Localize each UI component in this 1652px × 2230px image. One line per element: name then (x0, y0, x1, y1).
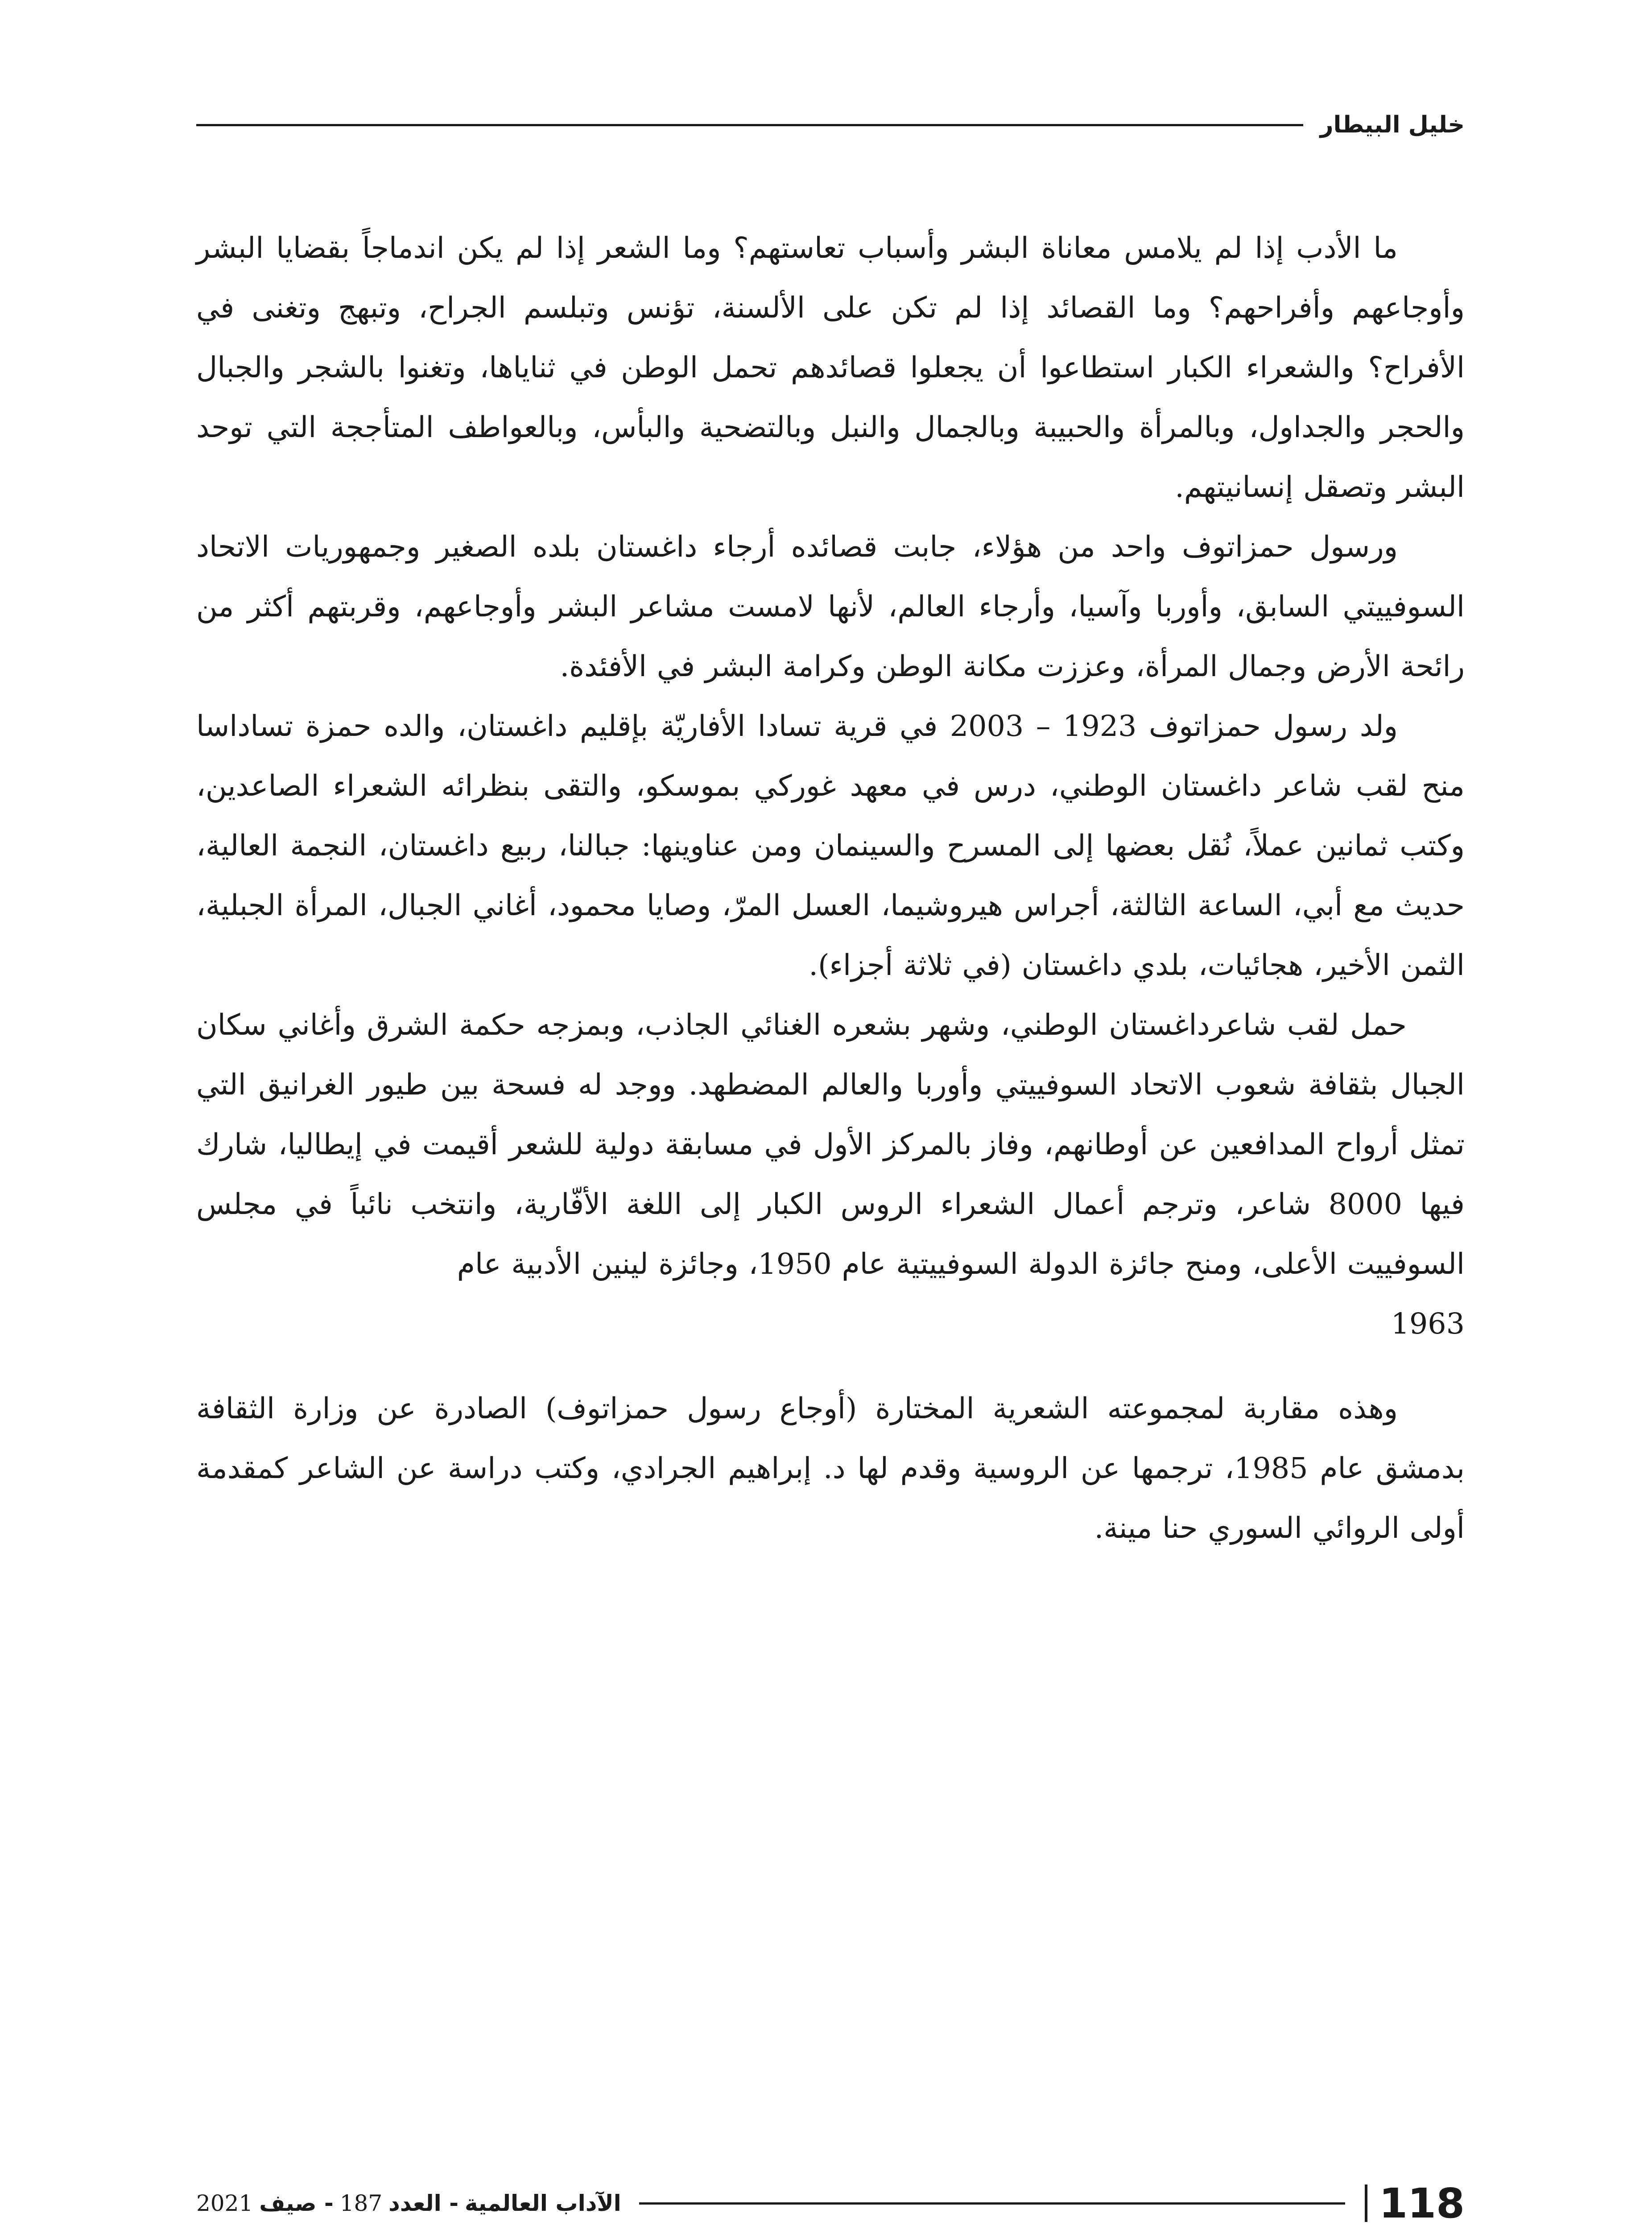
page-footer (196, 2176, 1465, 2230)
page-number: 118 (1379, 2179, 1465, 2227)
paragraph-1: ما الأدب إذا لم يلامس معاناة البشر وأسباب تعاستهم؟ وما الشعر إذا لم يكن اندماجاً بقضايا البشر وأوجاعهم وأفراحهم؟ وما القصائد إذا لم تكن على الألسنة، تؤنس وتبلسم الجراح، وتبهج وتغنى في الأفراح؟ والشعراء الكبار استطاعوا أن يجعلوا قصائدهم تحمل الوطن في ثناياها، وتغنوا بالشجر والجبال والحجر والجداول، وبالمرأة والحبيبة وبالجمال والنبل وبالتضحية والبأس، وبالعواطف المتأججة التي توحد البشر وتصقل إنسانيتهم. (196, 231, 1465, 504)
paragraph-5: وهذه مقاربة لمجموعته الشعرية المختارة (أوجاع رسول حمزاتوف) الصادرة عن وزارة الثقافة بدمشق عام 1985، ترجمها عن الروسية وقدم لها د. إبراهيم الجرادي، وكتب دراسة عن الشاعر كمقدمة أولى الروائي السوري حنا مينة. (196, 1392, 1465, 1545)
season-text: صيف (259, 2190, 317, 2216)
running-header (196, 107, 1465, 143)
paragraph-4-year: 1963 (1391, 1307, 1465, 1341)
journal-issue-label: - العدد (388, 2190, 458, 2216)
paragraph-2: ورسول حمزاتوف واحد من هؤلاء، جابت قصائده أرجاء داغستان بلده الصغير وجمهوريات الاتحاد السوفييتي السابق، وأوربا وآسيا، وأرجاء العالم، لأنها لامست مشاعر البشر وأوجاعهم، وقربتهم أكثر من رائحة الأرض وجمال المرأة، وعززت مكانة الوطن وكرامة البشر في الأفئدة. (196, 530, 1465, 683)
header-author: خليل البيطار (1320, 112, 1465, 138)
issue-label-text: العدد (388, 2190, 442, 2216)
header-rule (196, 124, 1303, 126)
footer-rule (639, 2202, 1345, 2205)
journal-year: 2021 (196, 2190, 253, 2216)
article-body (196, 219, 1465, 1558)
journal-name: الآداب العالمية (465, 2190, 621, 2216)
paragraph-3: ولد رسول حمزاتوف 1923 – 2003 في قرية تسادا الأفاريّة بإقليم داغستان، والده حمزة تساداسا منح لقب شاعر داغستان الوطني، درس في معهد غوركي بموسكو، والتقى بنظرائه الشعراء الصاعدين، وكتب ثمانين عملاً، نُقل بعضها إلى المسرح والسينمان ومن عناوينها: جبالنا، ربيع داغستان، النجمة العالية، حديث مع أبي، الساعة الثالثة، أجراس هيروشيما، العسل المرّ، وصايا محمود، أغاني الجبال، المرأة الجبلية، الثمن الأخير، هجائيات، بلدي داغستان (في ثلاثة أجزاء). (196, 710, 1465, 982)
footer-separator-bar (1365, 2185, 1367, 2222)
paragraph-4: حمل لقب شاعرداغستان الوطني، وشهر بشعره الغنائي الجاذب، وبمزجه حكمة الشرق وأغاني سكان الجبال بثقافة شعوب الاتحاد السوفييتي وأوربا والعالم المضطهد. ووجد له فسحة بين طيور الغرانيق التي تمثل أرواح المدافعين عن أوطانهم، وفاز بالمركز الأول في مسابقة دولية للشعر أقيمت في إيطاليا، شارك فيها 8000 شاعر، وترجم أعمال الشعراء الروس الكبار إلى اللغة الأفّارية، وانتخب نائباً في مجلس السوفييت الأعلى، ومنح جائزة الدولة السوفييتية عام 1950، وجائزة لينين الأدبية عام (196, 1008, 1465, 1281)
journal-season: - صيف (259, 2190, 334, 2216)
journal-info (196, 2190, 621, 2216)
journal-issue-number: 187 (339, 2190, 383, 2216)
